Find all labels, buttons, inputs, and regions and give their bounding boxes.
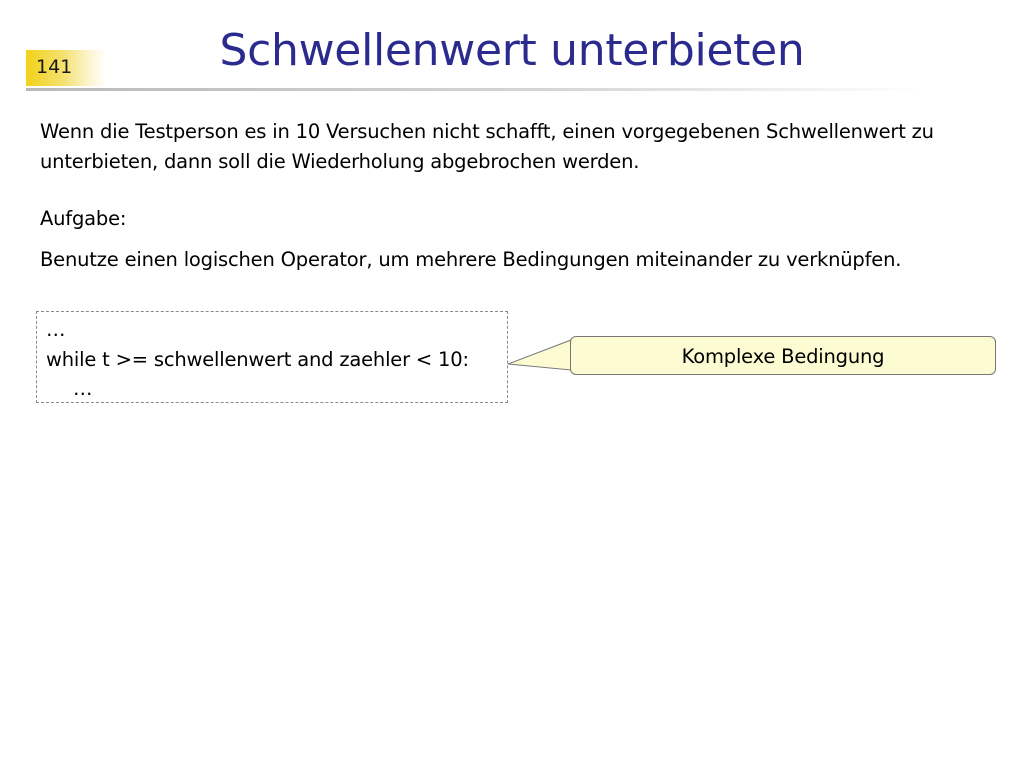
callout-bubble (570, 336, 996, 375)
code-line-ellipsis-bottom: … (73, 377, 93, 400)
callout-pointer (500, 330, 580, 380)
callout-text: Komplexe Bedingung (681, 345, 885, 368)
slide-title: Schwellenwert unterbieten (219, 25, 805, 76)
code-line-ellipsis-top: … (46, 318, 66, 341)
intro-paragraph: Wenn die Testperson es in 10 Versuchen nicht schafft, einen vorgegebenen Schwellenwert zu unterbieten, dann soll die Wiederholung abgebrochen werden. (40, 120, 934, 173)
title-divider (26, 88, 926, 91)
code-line-while: while t >= schwellenwert and zaehler < 10: (46, 348, 469, 371)
slide-number: 141 (36, 56, 73, 78)
task-text: Benutze einen logischen Operator, um mehrere Bedingungen miteinander zu verknüpfen. (40, 248, 902, 271)
code-snippet-box (36, 311, 508, 403)
task-label: Aufgabe: (40, 207, 127, 230)
